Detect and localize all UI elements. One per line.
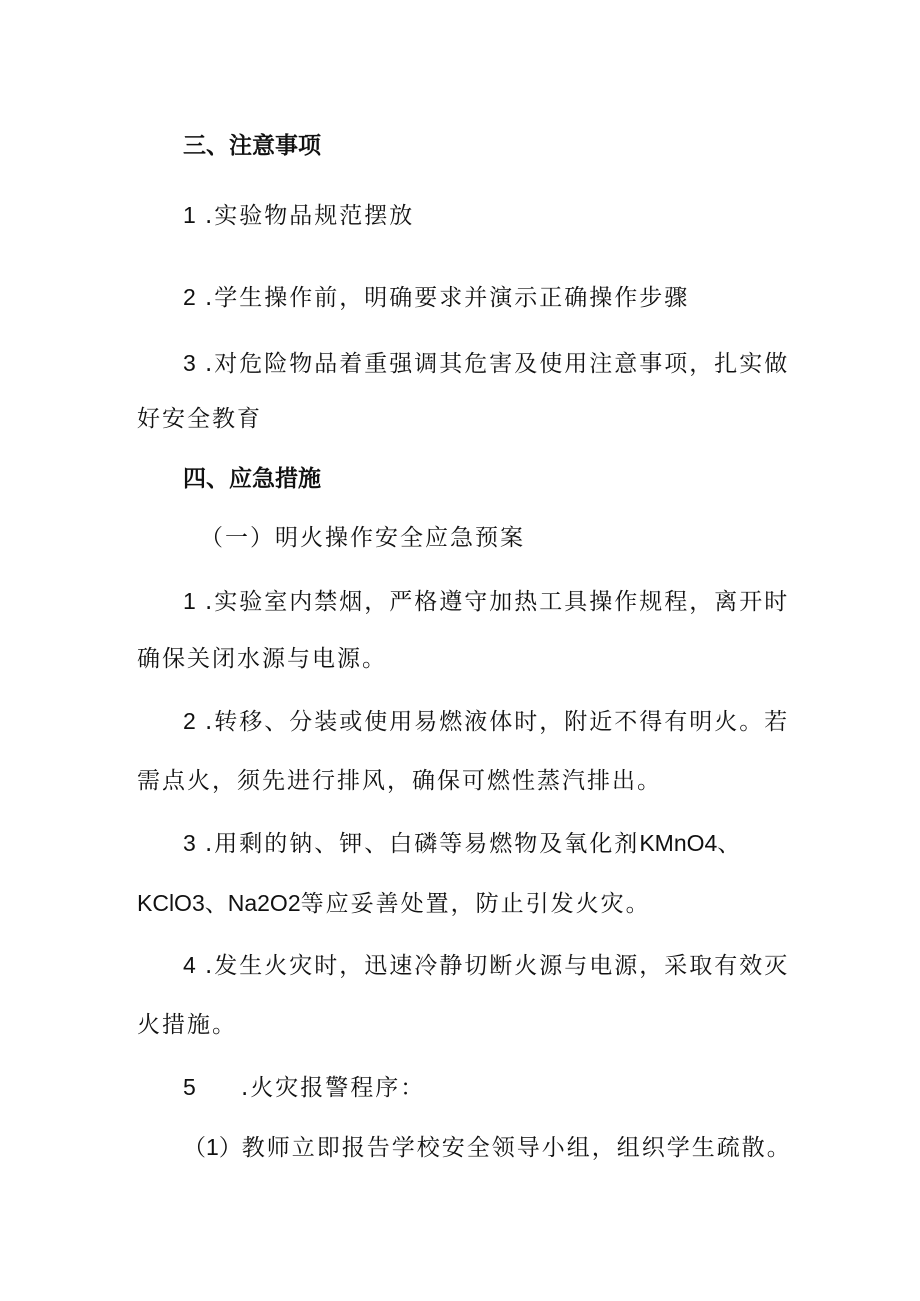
section-4-item-5 — [183, 1072, 425, 1103]
section-4-item-1-continuation: 确保关闭水源与电源。 — [137, 646, 387, 672]
section-4-item-3-continuation — [137, 888, 651, 919]
item-text: .实验物品规范摆放 — [205, 203, 415, 229]
chemical-formulas: KClO3、Na2O2 — [137, 890, 301, 916]
item-number: 5 — [183, 1074, 196, 1100]
item-punctuation: 、 — [717, 831, 743, 857]
section-3-item-2 — [183, 282, 689, 313]
item-text: .对危险物品着重强调其危害及使用注意事项，扎实做 — [205, 351, 790, 377]
item-text: .火灾报警程序： — [241, 1075, 426, 1101]
item-number: 1 — [183, 588, 196, 614]
section-3-item-3 — [183, 348, 789, 379]
section-4-subtitle: （一）明火操作安全应急预案 — [200, 525, 525, 551]
section-3-item-3-continuation: 好安全教育 — [137, 406, 262, 432]
section-3-heading: 三、注意事项 — [183, 133, 321, 159]
section-4-heading: 四、应急措施 — [183, 466, 321, 492]
subitem-label: （1） — [183, 1134, 242, 1160]
section-4-item-4 — [183, 950, 789, 981]
section-4-item-1 — [183, 586, 789, 617]
item-text: 等应妥善处置，防止引发火灾。 — [300, 891, 651, 917]
item-text: .用剩的钠、钾、白磷等易燃物及氧化剂 — [205, 831, 640, 857]
item-number: 2 — [183, 284, 196, 310]
section-4-item-3 — [183, 828, 742, 859]
item-number: 4 — [183, 952, 196, 978]
item-text: .实验室内禁烟，严格遵守加热工具操作规程，离开时 — [205, 589, 790, 615]
section-4-item-2 — [183, 706, 789, 737]
section-4-item-2-continuation: 需点火，须先进行排风，确保可燃性蒸汽排出。 — [137, 768, 662, 794]
item-text: .学生操作前，明确要求并演示正确操作步骤 — [205, 285, 690, 311]
item-number: 1 — [183, 202, 196, 228]
item-number: 3 — [183, 350, 196, 376]
section-3-item-1 — [183, 200, 414, 231]
section-4-subitem-1 — [183, 1132, 792, 1163]
section-4-item-4-continuation: 火措施。 — [137, 1012, 237, 1038]
chemical-formula: KMnO4 — [639, 830, 718, 856]
subitem-text: 教师立即报告学校安全领导小组，组织学生疏散。 — [241, 1135, 792, 1161]
item-text: .转移、分装或使用易燃液体时，附近不得有明火。若 — [205, 709, 790, 735]
item-number: 3 — [183, 830, 196, 856]
item-text: .发生火灾时，迅速冷静切断火源与电源，采取有效灭 — [205, 953, 790, 979]
item-number: 2 — [183, 708, 196, 734]
